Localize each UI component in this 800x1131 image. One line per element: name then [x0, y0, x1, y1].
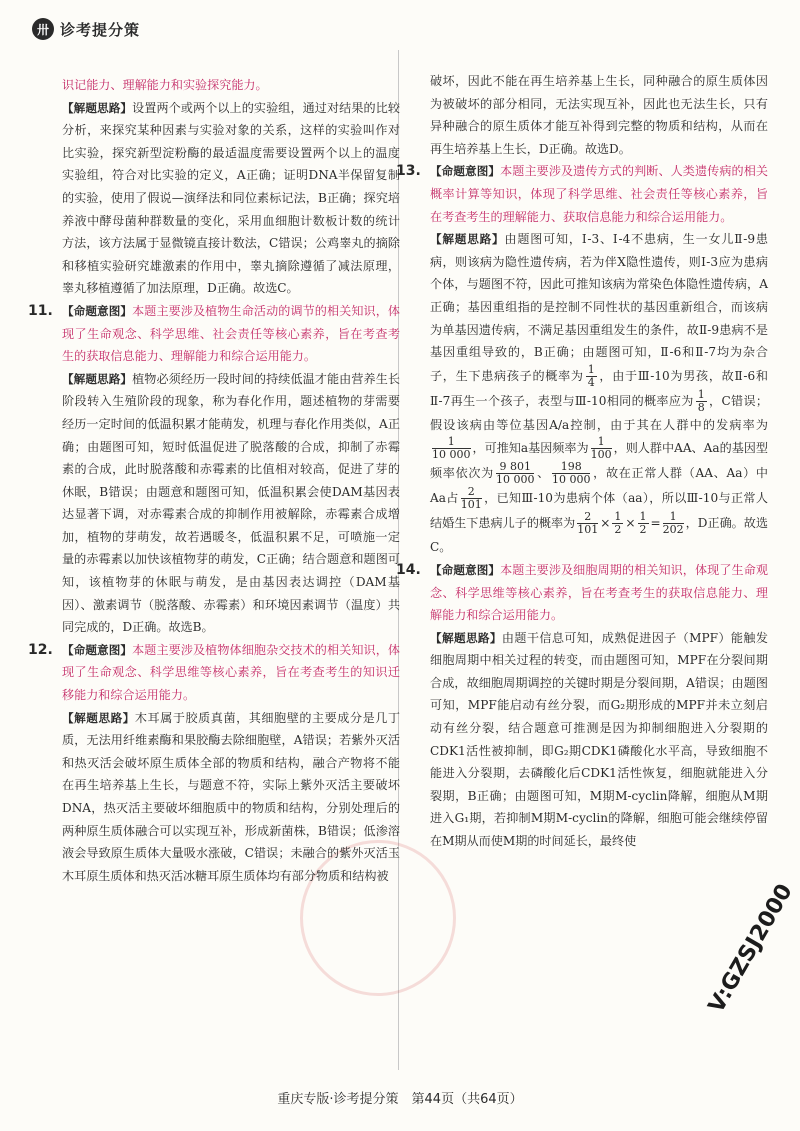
fraction-1-10000: $\frac{1}{10 000}$: [432, 435, 471, 462]
fraction-1-4: $\frac{1}{4}$: [587, 362, 595, 389]
q13-thinking-label: 【解题思路】: [430, 232, 505, 247]
q13-intent-label: 【命题意图】: [430, 164, 501, 179]
q13-separator: 、: [536, 466, 550, 481]
q13-text-f: ，故在正常人群（AA、Aa）中Aa占: [430, 466, 768, 506]
q13-intent-text: 本题主要涉及遗传方式的判断、人类遗传病的相关概率计算等知识，体现了科学思维、社会责任等核心素养，旨在考查考生的理解能力、获取信息能力和综合运用能力。: [430, 164, 768, 224]
q12-thinking-label: 【解题思路】: [62, 710, 135, 725]
q13-text-d: ，可推知a基因频率为: [472, 441, 589, 456]
q14-thinking: [430, 627, 768, 853]
q14-block: [396, 559, 768, 627]
q14-intent-text: 本题主要涉及细胞周期的相关知识，体现了生命观念、科学思维等核心素养，旨在考查考生的获取信息能力、理解能力和综合运用能力。: [430, 562, 768, 623]
q13-text-a: 由题图可知，Ⅰ-3、Ⅰ-4不患病，生一女儿Ⅱ-9患病，则该病为隐性遗传病，若为伴X隐性遗传，则Ⅰ-3应为患病个体，与题图不符，因此可推知该病为常染色体隐性遗传病，A正确；基因重组指的是控制不同性状的基因重新组合，而该病为单基因遗传病，不满足基因重组发生的条件，故Ⅱ-9患病不是基因重组导致的，B正确；由题图可知，Ⅱ-6和Ⅱ-7均为杂合子，生下患病孩子的概率为: [430, 232, 768, 383]
fraction-198-10000: $\frac{198}{10 000}$: [551, 460, 591, 487]
q10-thinking: [62, 97, 400, 300]
q13-block: [396, 160, 768, 228]
fraction-1-8: $\frac{1}{8}$: [697, 387, 705, 414]
watermark-text: V:GZSJ2000: [703, 880, 798, 1018]
page-footer: 重庆专版·诊考提分策 第44页（共64页）: [277, 1092, 523, 1107]
q14-number: 14.: [396, 561, 421, 578]
q11-number: 11.: [28, 302, 53, 319]
brand-logo-icon: 卅: [32, 18, 54, 40]
q10-continued-text: 识记能力、理解能力和实验探究能力。: [62, 78, 268, 92]
q11-intent-text: 本题主要涉及植物生命活动的调节的相关知识，体现了生命观念、科学思维、社会责任等核心素养，旨在考查考生的获取信息能力、理解能力和综合运用能力。: [62, 303, 400, 364]
left-column: [28, 74, 400, 887]
q10-thinking-text: 设置两个或两个以上的实验组，通过对结果的比较分析，来探究某种因素与实验对象的关系，这样的实验叫作对比实验，探究新型淀粉酶的最适温度需要设置两个以上的温度实验组，符合对比实验的定义，A正确；证明DNA半保留复制的实验，使用了假说—演绎法和同位素标记法，B正确；探究培养液中酵母菌种群数量的变化，采用血细胞计数板计数的统计方法，该方法属于显微镜直接计数法，C错误；公鸡睾丸的摘除和移植实验研究雄激素的作用中，睾丸摘除遵循了减法原理，睾丸移植遵循了加法原理，D正确。故选C。: [62, 100, 400, 296]
q13-number: 13.: [396, 163, 421, 180]
fraction-1-100: $\frac{1}{100}$: [590, 435, 612, 462]
q13-text-e: ，则人群中AA、Aa的基因型频率依次为: [430, 441, 768, 481]
q10-thinking-label: 【解题思路】: [62, 100, 133, 115]
q11-thinking: [62, 368, 400, 639]
fraction-2-101: $\frac{2}{101}$: [460, 485, 482, 512]
q12-thinking: [62, 707, 400, 888]
header-title: 诊考提分策: [60, 20, 141, 39]
q13-text-c: ，C错误；假设该病由等位基因A/a控制，由于其在人群中的发病率为: [430, 393, 768, 432]
q11-thinking-text: 植物必须经历一段时间的持续低温才能由营养生长阶段转入生殖阶段的现象，称为春化作用，题述植物的芽需要经历一定时间的低温积累才能萌发，机理与春化作用类似，A正确；由题图可知，短时低温促进了脱落酸的合成，抑制了赤霉素的合成，此时脱落酸和赤霉素的比值相对较高，促进了芽的休眠，B错误；由题意和题图可知，低温积累会使DAM基因表达显著下调，对赤霉素合成的抑制作用被解除，赤霉素合成增加，植物的芽萌发，故若遇暖冬，低温积累不足，可喷施一定量的赤霉素以加快该植物芽的萌发，C正确；结合题意和题图可知，该植物芽的休眠与萌发，是由基因表达调控（DAM基因）、激素调节（脱落酸、赤霉素）和环境因素调节（温度）共同完成的，D正确。故选B。: [62, 371, 400, 635]
q12-thinking-text: 木耳属于胶质真菌，其细胞壁的主要成分是几丁质，无法用纤维素酶和果胶酶去除细胞壁，A错误；若紫外灭活和热灭活会破坏原生质体全部的物质和结构，融合产物将不能在再生培养基上生长，与题意不符，实际上紫外灭活主要破坏DNA，热灭活主要破坏细胞质中的物质和结构，分别处理后的两种原生质体融合可以实现互补，形成新菌株，B错误；低渗溶液会导致原生质体大量吸水涨破，C错误；未融合的紫外灭活玉木耳原生质体和热灭活冰糖耳原生质体均有部分物质和结构被: [62, 710, 400, 883]
q12-number: 12.: [28, 641, 53, 658]
q13-text-g: ，已知Ⅲ-10为患病个体（aa），所以Ⅲ-10与正常人结婚生下患病儿子的概率为: [430, 491, 768, 531]
q13-thinking: [430, 228, 768, 559]
q14-intent-label: 【命题意图】: [430, 562, 501, 577]
q12-continued-text: 破坏，因此不能在再生培养基上生长，同种融合的原生质体因为被破坏的部分相同，无法实现互补，因此也无法生长，只有异种融合的原生质体才能互补得到完整的物质和结构，从而在再生培养基上生长，D正确。故选D。: [430, 74, 768, 156]
fraction-9801-10000: $\frac{9 801}{10 000}$: [495, 460, 535, 487]
q12-intent-text: 本题主要涉及植物体细胞杂交技术的相关知识，体现了生命观念、科学思维等核心素养，旨在考查考生的知识迁移能力和综合运用能力。: [62, 642, 400, 703]
q11-intent-label: 【命题意图】: [62, 303, 133, 318]
q14-thinking-text: 由题干信息可知，成熟促进因子（MPF）能触发细胞周期中相关过程的转变，而由题图可知，MPF在分裂间期合成，故细胞周期调控的关键时期是分裂间期，A错误；由题图可知，MPF能启动有丝分裂，而G₂期形成的MPF并未立刻启动有丝分裂，结合题意可推测是因为抑制细胞进入分裂期的CDK1活性被抑制，即G₂期CDK1磷酸化水平高，导致细胞不能进入分裂期，去磷酸化后CDK1活性恢复，细胞就能进入分裂期，B正确；由题图可知，M期M-cyclin降解，细胞从M期进入G₁期，若抑制M期M-cyclin的降解，细胞可能会继续停留在M期从而使M期的时间延长，最终使: [430, 630, 768, 849]
probability-calculation: $\frac{2}{101}$ × $\frac{1}{2}$ × $\frac{1}{2}$ = $\frac{1}{202}$: [577, 510, 684, 537]
q12-intent-label: 【命题意图】: [62, 642, 133, 657]
q13-text-h: ，D正确。故选C。: [430, 516, 768, 555]
q11-block: [28, 300, 400, 368]
page-header: [32, 14, 140, 44]
q14-thinking-label: 【解题思路】: [430, 630, 502, 645]
q11-thinking-label: 【解题思路】: [62, 371, 133, 386]
q13-text-b: ，由于Ⅲ-10为男孩，故Ⅱ-6和Ⅱ-7再生一个孩子，表型与Ⅲ-10相同的概率应为: [430, 368, 768, 408]
right-column: [396, 70, 768, 853]
q12-block: [28, 639, 400, 707]
